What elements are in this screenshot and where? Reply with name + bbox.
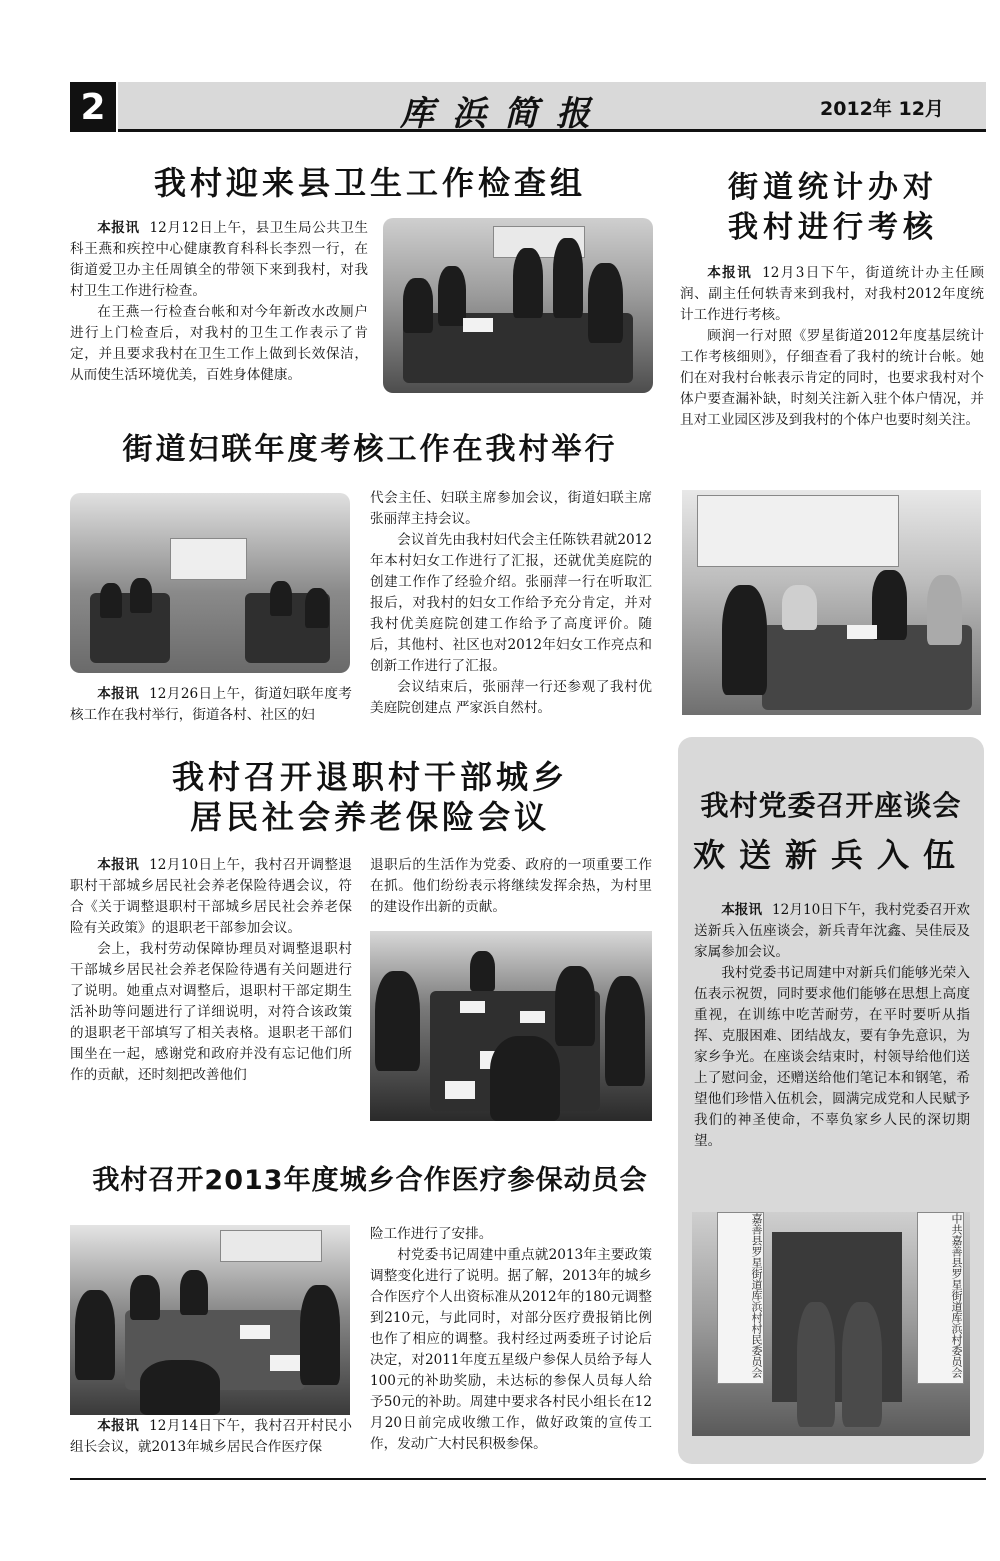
party-committee-sign: 中共嘉善县罗星街道库浜村委员会 — [917, 1212, 964, 1384]
article1-photo — [383, 218, 653, 393]
article4-body-right: 险工作进行了安排。 村党委书记周建中重点就2013年主要政策调整变化进行了说明。据了解，2013年的城乡合作医疗个人出资标准从2012年的180元调整到210元，与此同时，对部分医疗费报销比例也作了相应的调整。我村经过两委班子讨论后决定，对2011年度五星级户参保人员给予每人100元的补助奖励，未达标的参保人员每人给予50元的补助。周建中要求各村民小组长在12月20日前完成收缴工作，做好政策的宣传工作，发动广大村民积极参保。 — [370, 1226, 652, 1452]
article5-title-line2: 我村进行考核 — [728, 210, 938, 245]
article3-title-line2: 居民社会养老保险会议 — [189, 798, 550, 836]
article6-body: 本报讯 12月10日下午，我村党委召开欢送新兵入伍座谈会，新兵青年沈鑫、吴佳辰及家属参加会议。 我村党委书记周建中对新兵们能够光荣入伍表示祝贺，同时要求他们能够在思想上高度重视，在训练中吃苦耐劳，在平时要听从指挥、克服困难、团结战友，要有争先意识，为家乡争光。在座谈会结束时，村领导给他们送上了慰问金，还赠送给他们笔记本和钢笔，希望他们珍惜入伍机会，圆满完成党和人民赋予我们的神圣使命，不辜负家乡人民的深切期望。 — [694, 902, 970, 1149]
article2-body-left — [70, 684, 352, 726]
article1-paragraph: 在王燕一行检查台帐和对今年新改水改厕户进行上门检查后，对我村的卫生工作表示了肯定，并且要求我村在卫生工作上做到长效保洁，从而使生活环境优美，百姓身体健康。 — [70, 304, 368, 383]
village-committee-sign: 嘉善县罗星街道库浜村村民委员会 — [717, 1212, 764, 1384]
article6-title-line2: 欢送新兵入伍 — [692, 836, 969, 874]
article1-body — [70, 218, 368, 386]
article1-title: 我村迎来县卫生工作检查组 — [153, 164, 586, 202]
article6-photo — [692, 1212, 970, 1436]
article2-paragraph: 本报讯 12月26日上午，街道妇联年度考核工作在我村举行，街道各村、社区的妇 — [70, 686, 352, 723]
bottom-rule — [70, 1478, 986, 1480]
article3-body-right: 退职后的生活作为党委、政府的一项重要工作在抓。他们纷纷表示将继续发挥余热，为村里的建设作出新的贡献。 — [370, 857, 652, 915]
article2-photo — [70, 493, 350, 673]
article5-photo — [682, 490, 981, 715]
page-number: 2 — [70, 82, 116, 132]
article3-body-left: 本报讯 12月10日上午，我村召开调整退职村干部城乡居民社会养老保险待遇会议，符合《关于调整退职村干部城乡居民社会养老保险有关政策》的退职老干部参加会议。 会上，我村劳动保障协理员对调整退职村干部城乡居民社会养老保险待遇有关问题进行了说明。她重点对调整后，退职村干部定期生活补助等问题进行了详细说明，对符合该政策的退职老干部填写了相关表格。退职老干部们围坐在一起，感谢党和政府并没有忘记他们所作的贡献，还时刻把改善他们 — [70, 857, 352, 1083]
article4-photo — [70, 1225, 350, 1415]
article2-title: 街道妇联年度考核工作在我村举行 — [122, 432, 618, 467]
masthead-title: 库浜简报 — [400, 94, 608, 134]
article4-body-left: 本报讯 12月14日下午，我村召开村民小组长会议，就2013年城乡居民合作医疗保 — [70, 1418, 352, 1455]
issue-date: 2012年 12月 — [820, 98, 944, 120]
article5-title-line1: 街道统计办对 — [728, 170, 938, 205]
article3-title-line1: 我村召开退职村干部城乡 — [171, 758, 568, 796]
article6-title-line1: 我村党委召开座谈会 — [700, 789, 962, 822]
article3-photo — [370, 931, 652, 1121]
article2-body-right: 代会主任、妇联主席参加会议，街道妇联主席张丽萍主持会议。 会议首先由我村妇代会主任陈铁君就2012年本村妇女工作进行了汇报，还就优美庭院的创建工作作了经验介绍。张丽萍一行在听取汇报后，对我村的妇女工作给予充分肯定，并对我村优美庭院创建工作给予了高度评价。随后，其他村、社区也对2012年妇女工作亮点和创新工作进行了汇报。 会议结束后，张丽萍一行还参观了我村优美庭院创建点 严家浜自然村。 — [370, 490, 652, 716]
article1-paragraph: 本报讯 12月12日上午，县卫生局公共卫生科王燕和疾控中心健康教育科科长李烈一行，在街道爱卫办主任周镇全的带领下来到我村，对我村卫生工作进行检查。 — [70, 220, 368, 299]
article5-body: 本报讯 12月3日下午，街道统计办主任顾润、副主任何轶青来到我村，对我村2012年度统计工作进行考核。 顾润一行对照《罗星街道2012年度基层统计工作考核细则》，仔细查看了我村的统计台帐。她们在对我村台帐表示肯定的同时，也要求我村对个体户要查漏补缺，时刻关注新入驻个体户情况，并且对工业园区涉及到我村的个体户也要时刻关注。 — [680, 265, 984, 428]
article4-title: 我村召开2013年度城乡合作医疗参保动员会 — [92, 1165, 648, 1196]
